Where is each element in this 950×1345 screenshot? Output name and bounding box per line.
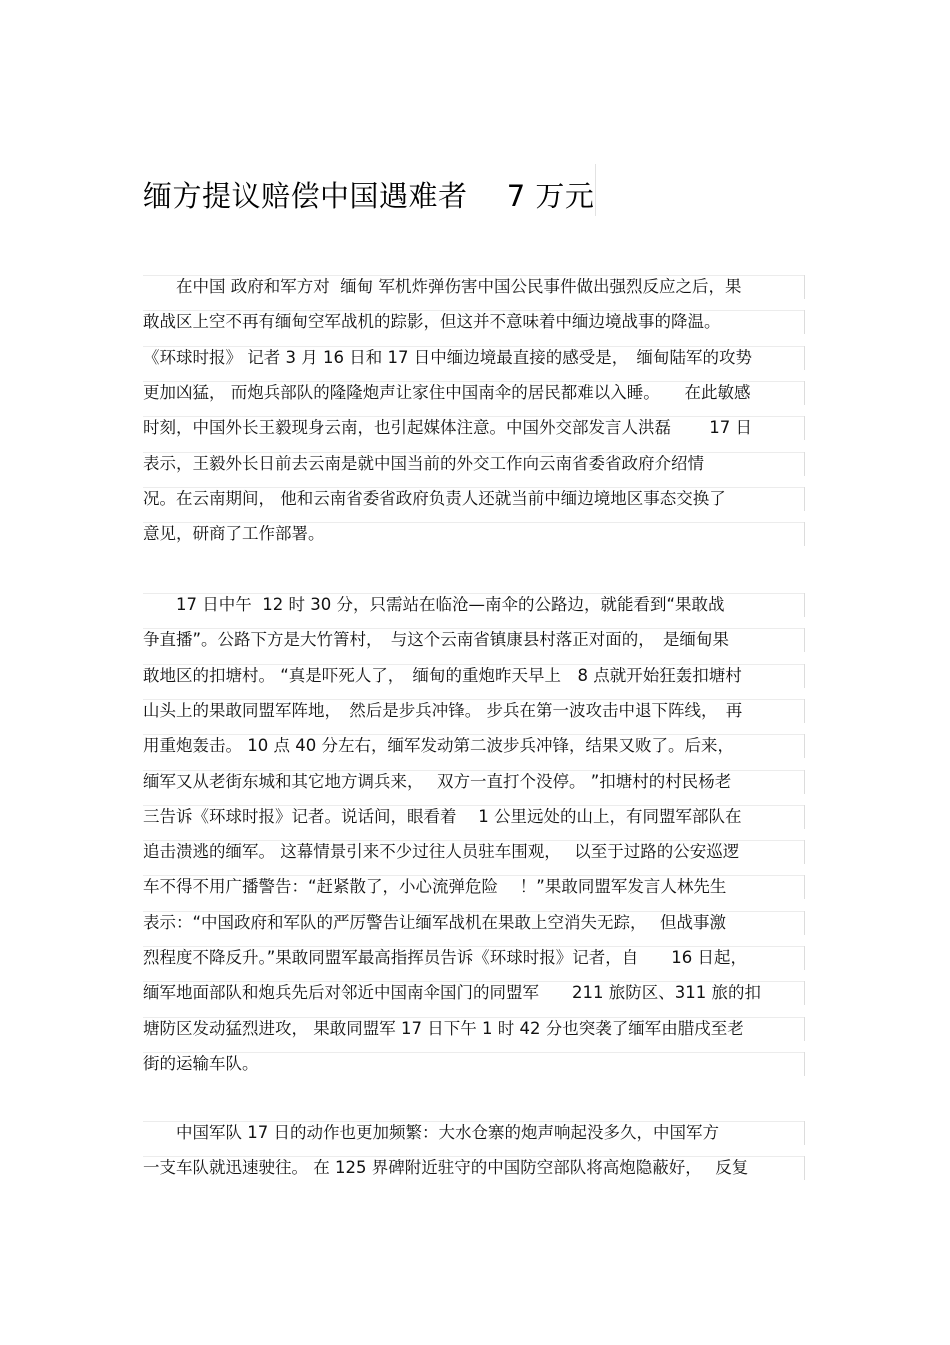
text-box-edge	[143, 593, 805, 594]
paragraph-2-line: 17 日中午 12 时 30 分，只需站在临沧—南伞的公路边，就能看到“果敢战	[143, 595, 725, 614]
text-box-edge	[804, 911, 805, 935]
paragraph-1-line: 更加凶猛， 而炮兵部队的隆隆炮声让家住中国南伞的居民都难以入睡。 在此敏感	[143, 382, 751, 402]
text-box-edge	[143, 1121, 805, 1122]
paragraph-2-line: 追击溃逃的缅军。 这幕情景引来不少过往人员驻车围观， 以至于过路的公安巡逻	[143, 842, 740, 862]
paragraph-2-line: 山头上的果敢同盟军阵地， 然后是步兵冲锋。 步兵在第一波攻击中退下阵线， 再	[143, 700, 743, 720]
paragraph-1-line: 在中国 政府和军方对 缅甸 军机炸弹伤害中国公民事件做出强烈反应之后，果	[143, 277, 742, 296]
text-box-edge	[804, 946, 805, 970]
text-box-edge	[143, 452, 805, 453]
paragraph-2-line: 塘防区发动猛烈进攻， 果敢同盟军 17 日下午 1 时 42 分也突袭了缅军由腊戌至老	[143, 1018, 744, 1038]
text-box-edge	[143, 840, 805, 841]
text-box-edge	[804, 805, 805, 829]
text-box-edge	[143, 805, 805, 806]
text-box-edge	[143, 275, 805, 276]
paragraph-2-line: 敢地区的扣塘村。 “真是吓死人了， 缅甸的重炮昨天早上 8 点就开始狂轰扣塘村	[143, 665, 742, 685]
text-box-edge	[804, 416, 805, 440]
paragraph-2-line: 缅军地面部队和炮兵先后对邻近中国南伞国门的同盟军 211 旅防区、311 旅的扣	[143, 983, 761, 1003]
paragraph-2-line: 用重炮轰击。 10 点 40 分左右，缅军发动第二波步兵冲锋，结果又败了。后来，	[143, 736, 734, 756]
paragraph-3-line: 中国军队 17 日的动作也更加频繁：大水仓寨的炮声响起没多久，中国军方	[143, 1123, 719, 1142]
text-box-edge	[143, 487, 805, 488]
text-box-edge	[804, 275, 805, 299]
paragraph-2-line: 街的运输车队。	[143, 1053, 259, 1073]
text-box-edge	[804, 1017, 805, 1041]
text-box-edge	[804, 664, 805, 688]
text-box-edge	[804, 770, 805, 794]
paragraph-1-line: 《环球时报》 记者 3 月 16 日和 17 日中缅边境最直接的感受是， 缅甸陆军的攻势	[143, 347, 752, 367]
paragraph-1-line: 表示，王毅外长日前去云南是就中国当前的外交工作向云南省委省政府介绍情	[143, 453, 704, 473]
text-box-edge	[804, 593, 805, 617]
paragraph-2-line: 烈程度不降反升。”果敢同盟军最高指挥员告诉《环球时报》记者，自 16 日起，	[143, 948, 748, 967]
text-box-edge	[804, 381, 805, 405]
text-box-edge	[804, 487, 805, 511]
text-box-edge	[804, 1121, 805, 1145]
title-divider	[595, 164, 596, 216]
text-box-edge	[143, 875, 805, 876]
text-box-edge	[143, 522, 805, 523]
paragraph-1-line: 敢战区上空不再有缅甸空军战机的踪影，但这并不意味着中缅边境战事的降温。	[143, 312, 721, 332]
paragraph-2-line: 争直播”。公路下方是大竹箐村， 与这个云南省镇康县村落正对面的， 是缅甸果	[143, 630, 730, 650]
text-box-edge	[143, 1052, 805, 1053]
text-box-edge	[804, 699, 805, 723]
text-box-edge	[143, 1017, 805, 1018]
paragraph-2-line: 车不得不用广播警告：“赶紧散了，小心流弹危险 ！”果敢同盟军发言人林先生	[143, 877, 727, 897]
text-box-edge	[143, 734, 805, 735]
paragraph-1-line: 意见，研商了工作部署。	[143, 524, 325, 544]
text-box-edge	[804, 522, 805, 546]
text-box-edge	[143, 770, 805, 771]
text-box-edge	[804, 734, 805, 758]
document-title: 缅方提议赔偿中国遇难者 7 万元	[143, 179, 595, 213]
text-box-edge	[143, 981, 805, 982]
paragraph-3-line: 一支车队就迅速驶往。 在 125 界碑附近驻守的中国防空部队将高炮隐蔽好， 反复	[143, 1158, 749, 1178]
text-box-edge	[804, 981, 805, 1005]
text-box-edge	[804, 1156, 805, 1180]
text-box-edge	[143, 628, 805, 629]
text-box-edge	[804, 628, 805, 652]
text-box-edge	[143, 1156, 805, 1157]
text-box-edge	[804, 310, 805, 334]
text-box-edge	[804, 875, 805, 899]
paragraph-2-line: 缅军又从老街东城和其它地方调兵来， 双方一直打个没停。 ”扣塘村的村民杨老	[143, 771, 732, 791]
text-box-edge	[143, 310, 805, 311]
paragraph-2-line: 三告诉《环球时报》记者。说话间，眼看着 1 公里远处的山上，有同盟军部队在	[143, 806, 742, 826]
text-box-edge	[143, 346, 805, 347]
text-box-edge	[143, 946, 805, 947]
text-box-edge	[804, 346, 805, 370]
paragraph-1-line: 况。在云南期间， 他和云南省委省政府负责人还就当前中缅边境地区事态交换了	[143, 488, 726, 508]
paragraph-2-line: 表示：“中国政府和军队的严厉警告让缅军战机在果敢上空消失无踪， 但战事激	[143, 912, 727, 932]
text-box-edge	[143, 664, 805, 665]
text-box-edge	[143, 381, 805, 382]
text-box-edge	[143, 911, 805, 912]
paragraph-1-line: 时刻，中国外长王毅现身云南，也引起媒体注意。中国外交部发言人洪磊 17 日	[143, 418, 752, 438]
text-box-edge	[804, 452, 805, 476]
text-box-edge	[143, 699, 805, 700]
text-box-edge	[804, 840, 805, 864]
text-box-edge	[143, 416, 805, 417]
text-box-edge	[804, 1052, 805, 1076]
